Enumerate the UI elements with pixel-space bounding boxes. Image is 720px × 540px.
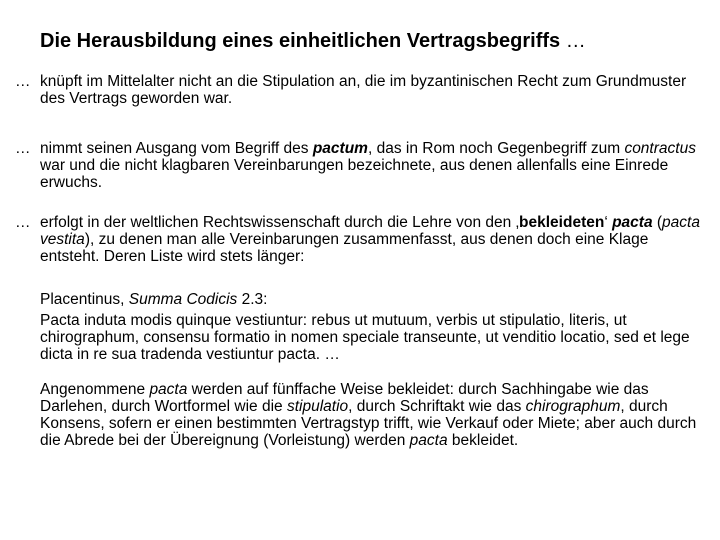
term-pacta: pacta bbox=[612, 214, 653, 231]
bullet-2 bbox=[15, 140, 708, 191]
term-stipulatio: stipulatio bbox=[286, 398, 349, 415]
term-pacta: pacta bbox=[149, 381, 188, 398]
bullet-2-text: war und die nicht klagbaren Vereinbarungen bezeichnete, aus denen allenfalls eine Einrede erwuchs. bbox=[40, 157, 669, 191]
bullet-3-text: erfolgt in der weltlichen Rechtswissenschaft durch die Lehre von den ‚ bbox=[40, 214, 520, 231]
slide-title bbox=[40, 30, 710, 53]
translation-text: , durch Konsens, sofern er einen bestimmten Vertragstyp trifft, wie Verkauf oder Miete; aber auch durch die Abrede bei der Übereignung (Vorleistung) werden bbox=[40, 398, 697, 449]
bullet-1-text: knüpft im Mittelalter nicht an die Stipulation an, die im byzantinischen Recht zum Grundmuster des Vertrags geworden war. bbox=[40, 73, 687, 107]
bullet-3-text: ( bbox=[652, 214, 663, 231]
term-pacta-vestita: pacta vestita bbox=[40, 214, 700, 248]
bullet-2-text: nimmt seinen Ausgang vom Begriff des bbox=[40, 140, 313, 157]
bullet-2-ellipsis-marker: … bbox=[15, 140, 31, 157]
translation-text: Angenommene bbox=[40, 381, 150, 398]
title-text: Die Herausbildung eines einheitlichen Vertragsbegriffs bbox=[40, 30, 561, 52]
term-pacta: pacta bbox=[409, 432, 448, 449]
translation-text: werden auf fünffache Weise bekleidet: durch Sachhingabe wie das Darlehen, durch Wortformel wie die bbox=[40, 381, 649, 415]
bullet-3-ellipsis-marker: … bbox=[15, 214, 31, 231]
translation-text: bekleidet. bbox=[447, 432, 519, 449]
term-contractus: contractus bbox=[624, 140, 696, 157]
bullet-2-text: , das in Rom noch Gegenbegriff zum bbox=[367, 140, 625, 157]
translation-text: , durch Schriftakt wie das bbox=[348, 398, 526, 415]
citation-work: Summa Codicis bbox=[128, 291, 238, 308]
term-pactum: pactum bbox=[312, 140, 368, 157]
term-chirographum: chirographum bbox=[525, 398, 621, 415]
bullet-3-text: ‘ bbox=[604, 214, 613, 231]
citation-author: Placentinus, bbox=[40, 291, 129, 308]
term-bekleideten: bekleideten bbox=[519, 214, 605, 231]
citation bbox=[40, 291, 708, 308]
title-ellipsis: … bbox=[560, 30, 586, 52]
bullet-1-ellipsis-marker: … bbox=[15, 73, 31, 90]
bullet-1 bbox=[15, 73, 708, 107]
latin-quote: Pacta induta modis quinque vestiuntur: rebus ut mutuum, verbis ut stipulatio, literis, ut chirographum, consensu formatio in nomen speciale transeunte, ut venditio locatio, sed et lege dicta in re sua tradenda vestiuntur pacta. … bbox=[40, 312, 690, 363]
translation bbox=[40, 381, 708, 449]
citation-ref: 2.3: bbox=[237, 291, 268, 308]
bullet-3-text: ), zu denen man alle Vereinbarungen zusammenfasst, aus denen doch eine Klage entsteht. Deren Liste wird stets länger: bbox=[40, 231, 649, 265]
bullet-3 bbox=[15, 214, 708, 265]
